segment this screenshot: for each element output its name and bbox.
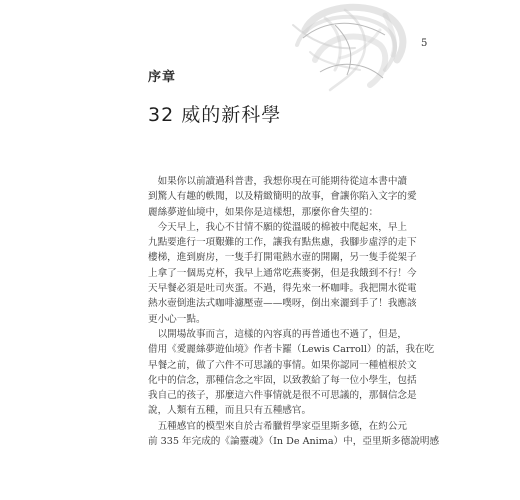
page-number: 5 xyxy=(421,38,428,49)
paragraph xyxy=(148,174,417,220)
text-line: 如果你以前讀過科普書，我想你現在可能期待從這本書中讀 xyxy=(148,176,408,187)
text-line: 麗絲夢遊仙境中，如果你是這樣想，那麼你會失望的： xyxy=(148,206,379,218)
text-line: 今天早上，我心不甘情不願的從溫暖的棉被中爬起來，早上 xyxy=(148,221,408,233)
paragraph xyxy=(148,220,417,327)
text-line: 借用《愛麗絲夢遊仙境》作者卡羅（Lewis Carroll）的話，我在吃 xyxy=(148,344,435,356)
chapter-label: 序章 xyxy=(148,70,177,85)
body-text xyxy=(148,174,440,449)
brain-sketch-illustration xyxy=(285,0,415,95)
text-line: 樓梯，進到廚房，一隻手打開電熱水壺的開關，另一隻手從架子 xyxy=(148,252,417,264)
paragraph xyxy=(148,327,435,419)
text-line: 五種感官的模型來自於古希臘哲學家亞里斯多德，在約公元 xyxy=(148,420,408,432)
text-line: 化中的信念，那種信念之牢固，以致教給了每一位小學生，包括 xyxy=(148,374,417,386)
chapter-title: 32 威的新科學 xyxy=(148,104,282,126)
paragraph xyxy=(148,419,440,450)
text-line: 九點要進行一項艱難的工作，讓我有點焦慮，我腳步虛浮的走下 xyxy=(148,237,417,249)
text-line: 更小心一點。 xyxy=(148,313,206,325)
text-line: 到驚人有趣的軼聞，以及精緻簡明的故事，會讓你陷入文字的愛 xyxy=(148,191,417,203)
text-line: 天早餐必須是吐司夾蛋。不過，得先來一杯咖啡。我把開水從電 xyxy=(148,283,417,295)
text-line: 以開場故事而言，這樣的內容真的再普通也不過了，但是， xyxy=(148,328,408,340)
text-line: 我自己的孩子，那麼這六件事情就是很不可思議的，那個信念是 xyxy=(148,390,417,402)
text-line: 上拿了一個馬克杯，我早上通常吃燕麥粥，但是我餓到不行！今 xyxy=(148,267,417,279)
text-line: 說，人類有五種，而且只有五種感官。 xyxy=(148,405,312,417)
text-line: 早餐之前，做了六件不可思議的事情。如果你認同一種植根於文 xyxy=(148,359,417,371)
text-line: 前 335 年完成的《論靈魂》（In De Anima）中，亞里斯多德說明感 xyxy=(148,436,440,448)
text-line: 熱水壺倒進法式咖啡濾壓壺——噗呀，倒出來灑到手了！我應該 xyxy=(148,298,417,310)
